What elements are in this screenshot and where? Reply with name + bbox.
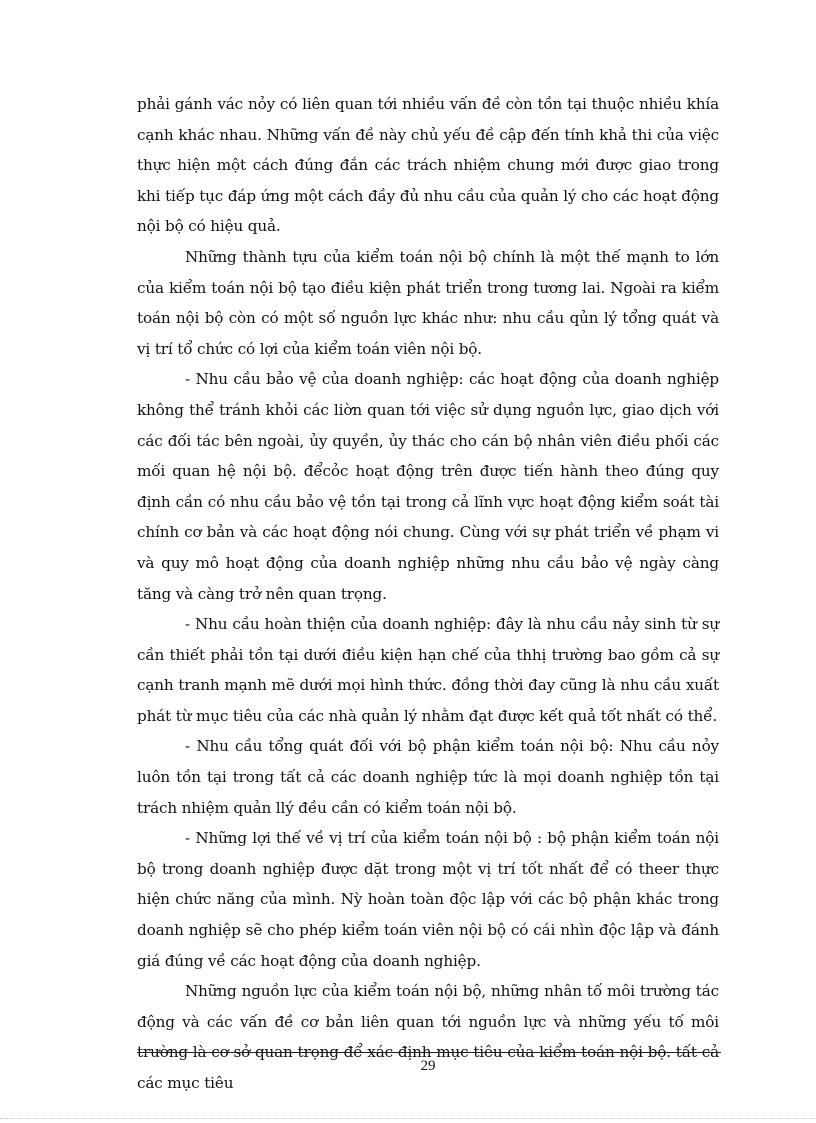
paragraph-1: phải gánh vác nỏy có liên quan tới nhiều vấn đề còn tồn tại thuộc nhiều khía cạnh khác nhau. Những vấn đề này chủ yếu đề cập đến tính khả thi của việc thực hiện một cách đúng đắn các trách nhiệm chung mới được giao trong khi tiếp tục đáp ứng một cách đầy đủ nhu cầu của quản lý cho các hoạt động nội bộ có hiệu quả. xyxy=(137,95,719,236)
paragraph-7: Những nguồn lực của kiểm toán nội bộ, những nhân tố môi trường tác động và các vấn đề cơ bản liên quan tới nguồn lực và những yếu tố môi trường là cơ sở quan trọng để xác định mục tiêu của kiểm toán nội bộ. tất cả các mục tiêu xyxy=(137,982,719,1092)
paragraph-6: - Những lợi thế về vị trí của kiểm toán nội bộ : bộ phận kiểm toán nội bộ trong doanh nghiệp được dặt trong một vị trí tốt nhất để có theer thực hiện chức năng của mình. Nỳ hoàn toàn độc lập với các bộ phận khác trong doanh nghiệp sẽ cho phép kiểm toán viên nội bộ có cái nhìn độc lập và đánh giá đúng về các hoạt động của doanh nghiệp. xyxy=(137,829,719,970)
footer-divider xyxy=(137,1052,721,1053)
paragraph-4: - Nhu cầu hoàn thiện của doanh nghiệp: đây là nhu cầu nảy sinh từ sự cần thiết phải tồn tại dưới điều kiện hạn chế của thhị trường bao gồm cả sự cạnh tranh mạnh mẽ dưới mọi hình thức. đồng thời đay cũng là nhu cầu xuất phát từ mục tiêu của các nhà quản lý nhằm đạt được kết quả tốt nhất có thể. xyxy=(137,615,719,725)
document-body xyxy=(137,89,719,1099)
paragraph-3: - Nhu cầu bảo vệ của doanh nghiệp: các hoạt động của doanh nghiệp không thể tránh khỏi các liờn quan tới việc sử dụng nguồn lực, giao dịch với các đối tác bên ngoài, ủy quyền, ủy thác cho cán bộ nhân viên điều phối các mối quan hệ nội bộ. đểcỏc hoạt động trên được tiến hành theo đúng quy định cần có nhu cầu bảo vệ tồn tại trong cả lĩnh vực hoạt động kiểm soát tài chính cơ bản và các hoạt động nói chung. Cùng với sự phát triển về phạm vi và quy mô hoạt động của doanh nghiệp những nhu cầu bảo vệ ngày càng tăng và càng trở nên quan trọng. xyxy=(137,370,719,603)
paragraph-5: - Nhu cầu tổng quát đối với bộ phận kiểm toán nội bộ: Nhu cầu nỏy luôn tồn tại trong tất cả các doanh nghiệp tức là mọi doanh nghiệp tồn tại trách nhiệm quản llý đều cần có kiểm toán nội bộ. xyxy=(137,737,719,817)
page-number: 29 xyxy=(420,1058,436,1074)
paragraph-2: Những thành tựu của kiểm toán nội bộ chính là một thế mạnh to lớn của kiểm toán nội bộ tạo điều kiện phát triển trong tương lai. Ngoài ra kiểm toán nội bộ còn có một số nguồn lực khác như: nhu cầu qủn lý tổng quát và vị trí tổ chức có lợi của kiểm toán viên nội bộ. xyxy=(137,247,719,358)
page-bottom-edge xyxy=(0,1118,816,1119)
